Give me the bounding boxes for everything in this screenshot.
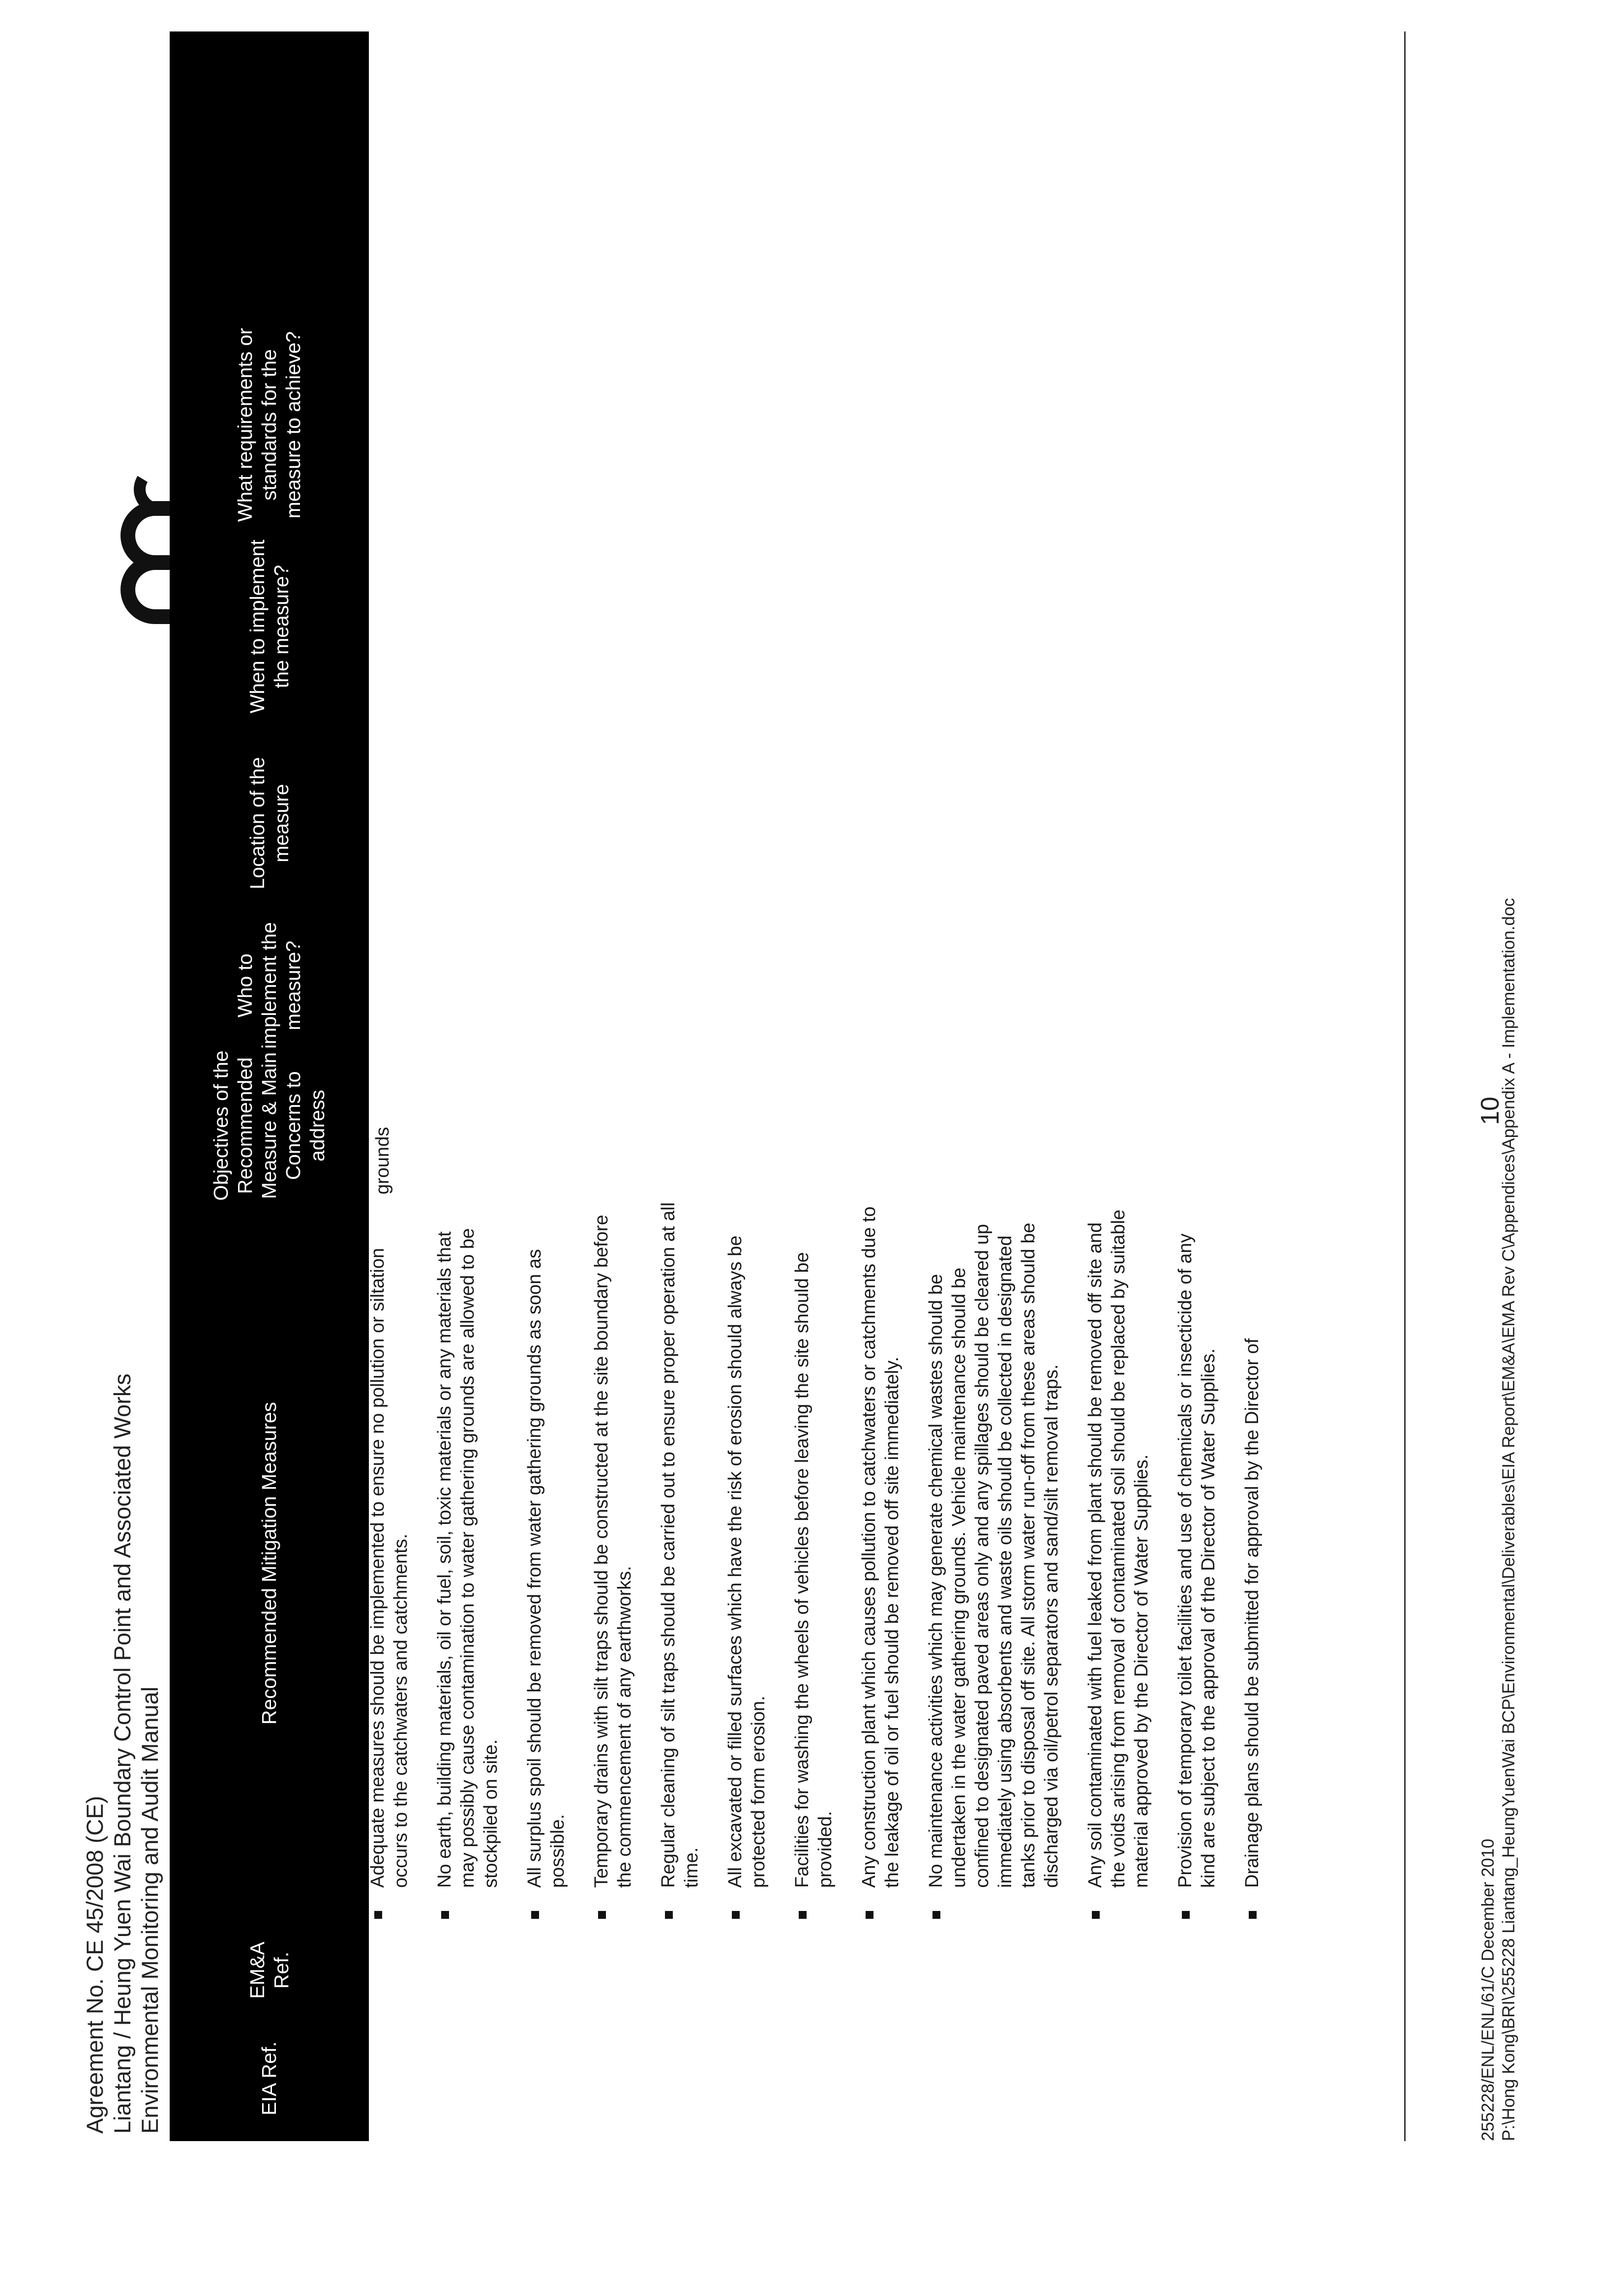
- bullet-icon: [799, 1911, 807, 1919]
- list-item: Any construction plant which causes pollution to catchwaters or catchments due to the leakage of oil or fuel should be removed off site immediately.: [858, 1202, 904, 1925]
- bullet-icon: [665, 1911, 673, 1919]
- list-item: Drainage plans should be submitted for approval by the Director of: [1241, 1202, 1264, 1925]
- project-title: Liantang / Heung Yuen Wai Boundary Control Point and Associated Works: [109, 1373, 135, 2134]
- table-header: [170, 31, 369, 2141]
- location-cell: grounds: [372, 1127, 393, 1194]
- list-item: No maintenance activities which may generate chemical wastes should be undertaken in the water gathering grounds. Vehicle maintenance should be confined to designated paved areas only and any spillages should be cleared up immediately using absorbents and waste oils should be collected in designated tanks prior to disposal off site. All storm water run-off from these areas should be discharged via oil/petrol separators and sand/silt removal traps.: [925, 1202, 1063, 1925]
- bullet-icon: [866, 1911, 873, 1919]
- file-path: P:\Hong Kong\BRI\255228 Liantang_HeungYuenWai BCP\Environmental\Deliverables\EIA Report\EM&A\EMA Rev C\Appendices\Appendix A - Implementation.doc: [1499, 898, 1518, 2141]
- agreement-number: Agreement No. CE 45/2008 (CE): [82, 1795, 108, 2134]
- list-item: Adequate measures should be implemented to ensure no pollution or siltation occurs to the catchwaters and catchments.: [366, 1202, 413, 1925]
- col-objectives: Objectives of the Recommended Measure & Main Concerns to address: [210, 1050, 329, 1201]
- bullet-icon: [1182, 1911, 1190, 1919]
- bullet-icon: [1249, 1911, 1257, 1919]
- list-item: No earth, building materials, oil or fuel, soil, toxic materials or any materials that may possibly cause contamination to water gathering grounds are allowed to be stockpiled on site.: [433, 1202, 503, 1925]
- bullet-icon: [598, 1911, 606, 1919]
- bullet-icon: [732, 1911, 740, 1919]
- list-item: Temporary drains with silt traps should be constructed at the site boundary before the commencement of any earthworks.: [590, 1202, 636, 1925]
- col-requirements: What requirements or standards for the measure to achieve?: [234, 328, 304, 522]
- col-measures: Recommended Mitigation Measures: [258, 1401, 280, 1725]
- bullet-icon: [441, 1911, 449, 1919]
- document-reference: 255228/ENL/ENL/61/C December 2010: [1478, 1839, 1498, 2141]
- page-number: 10: [1476, 1097, 1504, 1125]
- col-when: When to implement the measure?: [245, 539, 293, 714]
- list-item: All surplus spoil should be removed from water gathering grounds as soon as possible.: [523, 1202, 570, 1925]
- bullet-icon: [1092, 1911, 1100, 1919]
- col-ema-ref: EM&A Ref.: [245, 1941, 293, 1999]
- bullet-icon: [374, 1911, 382, 1919]
- measures-list: [366, 1202, 1285, 1925]
- footer-divider: [1404, 31, 1406, 2141]
- col-location: Location of the measure: [245, 757, 293, 890]
- list-item: Facilities for washing the wheels of vehicles before leaving the site should be provided.: [791, 1202, 837, 1925]
- list-item: Provision of temporary toilet facilities and use of chemicals or insecticide of any kind are subject to the approval of the Director of Water Supplies.: [1174, 1202, 1220, 1925]
- list-item: All excavated or filled surfaces which have the risk of erosion should always be protected form erosion.: [724, 1202, 770, 1925]
- list-item: Any soil contaminated with fuel leaked from plant should be removed off site and the voids arising from removal of contaminated soil should be replaced by suitable material approved by the Director of Water Supplies.: [1084, 1202, 1153, 1925]
- col-eia-ref: EIA Ref.: [258, 2041, 280, 2116]
- document-header: [81, 1373, 164, 2134]
- document-footer: [1478, 898, 1519, 2141]
- bullet-icon: [932, 1911, 940, 1919]
- list-item: Regular cleaning of silt traps should be carried out to ensure proper operation at all time.: [657, 1202, 703, 1925]
- col-who: Who to implement the measure?: [234, 922, 304, 1049]
- manual-title: Environmental Monitoring and Audit Manual: [137, 1686, 163, 2134]
- bullet-icon: [531, 1911, 539, 1919]
